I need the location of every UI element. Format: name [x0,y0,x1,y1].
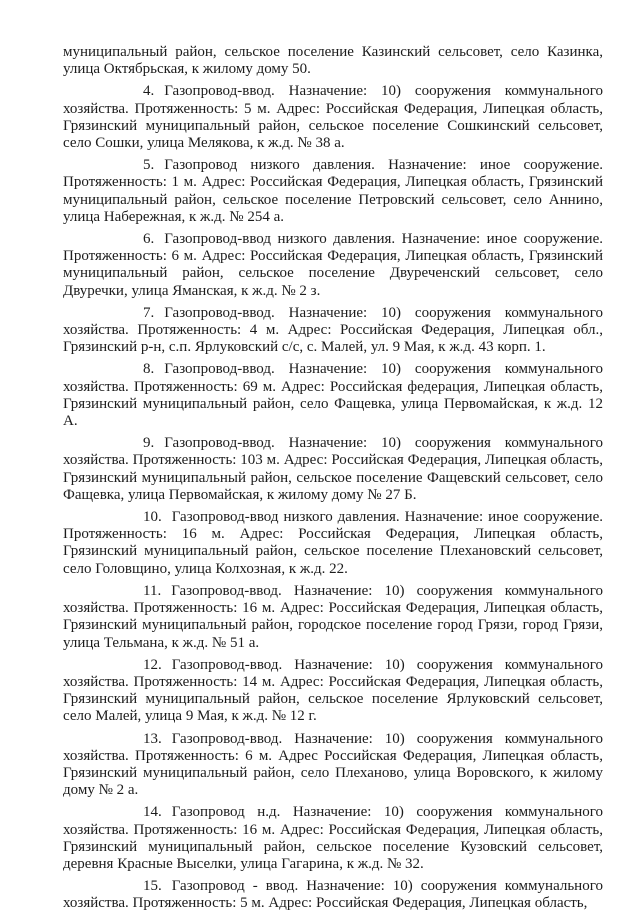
item-number: 12. [143,656,162,673]
list-item-9 [63,435,603,504]
item-text: Газопровод-ввод низкого давления. Назначение: иное сооружение. Протяженность: 6 м. Адрес: Российская Федерация, Липецкая область, Грязинский муниципальный район, сельское поселение Двуреченский сельсовет, село Двуречки, улица Яманская, к ж.д. № 2 з. [63,231,603,299]
item-text: Газопровод - ввод. Назначение: 10) сооружения коммунального хозяйства. Протяженность: 5 м. Адрес: Российская Федерация, Липецкая область, [63,878,603,912]
paragraph-text: муниципальный район, сельское поселение Казинский сельсовет, село Казинка, улица Октябрьская, к жилому дому 50. [63,44,603,78]
item-text: Газопровод низкого давления. Назначение: иное сооружение. Протяженность: 1 м. Адрес: Российская Федерация, Липецкая область, Грязинский муниципальный район, сельское поселение Петровский сельсовет, село Аннино, улица Набережная, к ж.д. № 254 а. [63,157,603,225]
item-number: 7. [143,304,155,321]
list-item-14 [63,804,603,873]
item-number: 15. [143,878,162,895]
item-number: 8. [143,361,155,378]
list-item-6 [63,231,603,300]
item-number: 13. [143,730,162,747]
item-number: 14. [143,804,162,821]
list-item-10 [63,509,603,578]
item-text: Газопровод-ввод. Назначение: 10) сооружения коммунального хозяйства. Протяженность: 103 м. Адрес: Российская Федерация, Липецкая область, Грязинский муниципальный район, сельское поселение Фащевский сельсовет, село Фащевка, улица Первомайская, к жилому дому № 27 Б. [63,435,603,503]
list-item-8 [63,361,603,430]
list-item-13 [63,731,603,800]
list-item-12 [63,657,603,726]
item-number: 11. [143,582,162,599]
list-item-4 [63,83,603,152]
item-text: Газопровод-ввод. Назначение: 10) сооружения коммунального хозяйства. Протяженность: 14 м. Адрес: Российская Федерация, Липецкая область, Грязинский муниципальный район, сельское поселение Ярлуковский сельсовет, село Малей, улица 9 Мая, к ж.д. № 12 г. [63,656,603,725]
item-text: Газопровод-ввод. Назначение: 10) сооружения коммунального хозяйства. Протяженность: 6 м. Адрес Российская Федерация, Липецкая область, Грязинский муниципальный район, село Плеханово, улица Воровского, к жилому дому № 2 а. [63,730,603,799]
item-text: Газопровод-ввод. Назначение: 10) сооружения коммунального хозяйства. Протяженность: 69 м. Адрес: Российская федерация, Липецкая область, Грязинский муниципальный район, село Фащевка, улица Первомайская, к ж.д. 12 А. [63,361,603,430]
item-text: Газопровод-ввод низкого давления. Назначение: иное сооружение. Протяженность: 16 м. Адрес: Российская Федерация, Липецкая область, Грязинский муниципальный район, сельское поселение Плехановский сельсовет, село Головщино, улица Колхозная, к ж.д. 22. [63,509,603,577]
list-item-7 [63,305,603,357]
item-number: 5. [143,157,155,174]
paragraph-continuation [63,44,603,78]
list-item-11 [63,583,603,652]
item-text: Газопровод-ввод. Назначение: 10) сооружения коммунального хозяйства. Протяженность: 4 м. Адрес: Российская Федерация, Липецкая обл., Грязинский р-н, с.п. Ярлуковский с/с, с. Малей, ул. 9 Мая, к ж.д. 43 корп. 1. [63,304,603,356]
item-text: Газопровод н.д. Назначение: 10) сооружения коммунального хозяйства. Протяженность: 16 м. Адрес: Российская Федерация, Липецкая область, Грязинский муниципальный район, сельское поселение Кузовский сельсовет, деревня Красные Выселки, улица Гагарина, к ж.д. № 32. [63,804,603,872]
list-item-15 [63,878,603,912]
item-text: Газопровод-ввод. Назначение: 10) сооружения коммунального хозяйства. Протяженность: 16 м. Адрес: Российская Федерация, Липецкая область, Грязинский муниципальный район, городское поселение город Грязи, город Грязи, улица Тельмана, к ж.д. № 51 а. [63,582,603,651]
item-number: 6. [143,231,155,248]
item-number: 10. [143,509,162,526]
list-item-5 [63,157,603,226]
item-number: 4. [143,83,155,100]
item-number: 9. [143,435,155,452]
document-page [63,44,603,918]
item-text: Газопровод-ввод. Назначение: 10) сооружения коммунального хозяйства. Протяженность: 5 м. Адрес: Российская Федерация, Липецкая область, Грязинский муниципальный район, сельское поселение Сошкинский сельсовет, село Сошки, улица Мелякова, к ж.д. № 38 а. [63,83,603,152]
